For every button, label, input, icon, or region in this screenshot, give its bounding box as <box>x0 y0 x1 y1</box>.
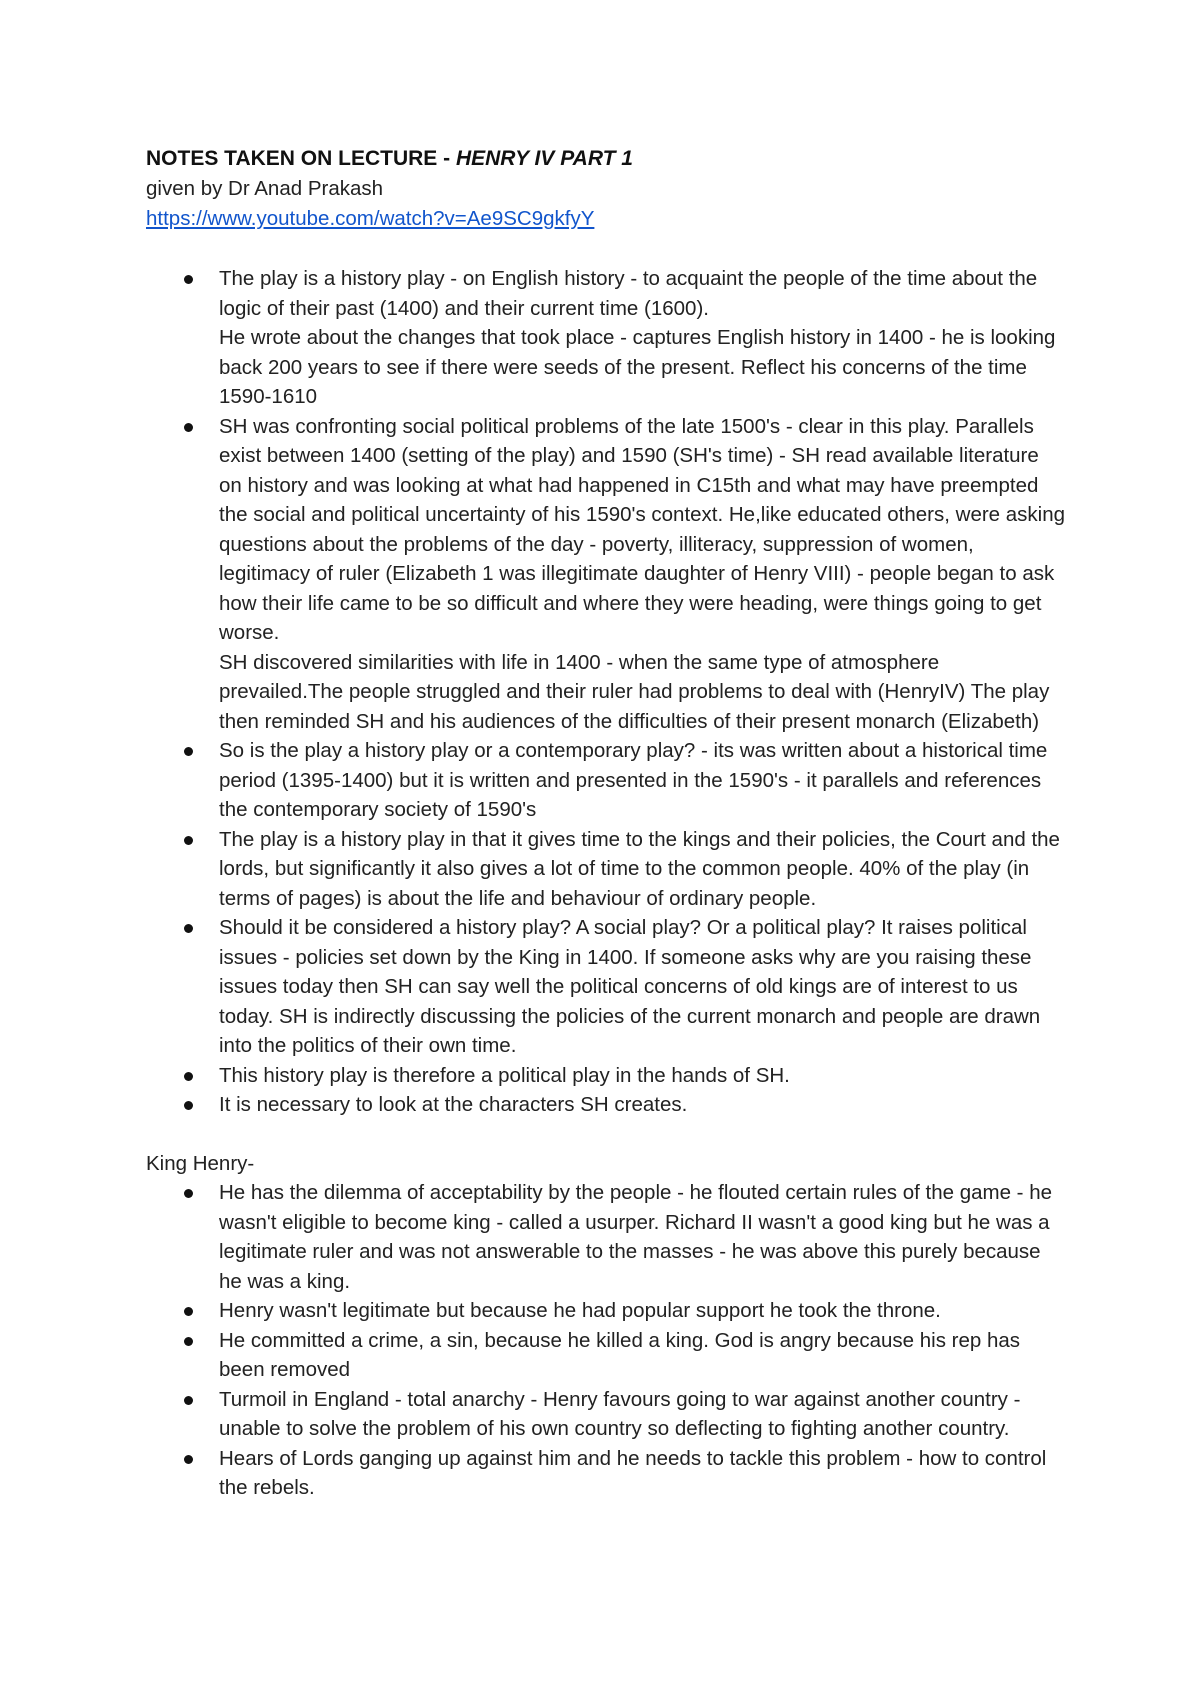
note-text: So is the play a history play or a contemporary play? - its was written about a historical time period (1395-1400) but it is written and presented in the 1590's - it parallels and references the contemporary society of 1590's <box>219 739 1048 821</box>
bullet-icon <box>184 423 193 432</box>
note-text: He has the dilemma of acceptability by the people - he flouted certain rules of the game - he wasn't eligible to become king - called a usurper. Richard II wasn't a good king but he was a legitimate ruler and was not answerable to the masses - he was above this purely because he was a king. <box>219 1181 1053 1293</box>
king-henry-list <box>146 1178 1066 1503</box>
title-prefix: NOTES TAKEN ON LECTURE - <box>146 147 456 170</box>
note-text: It is necessary to look at the characters SH creates. <box>219 1093 688 1116</box>
list-item <box>146 412 1066 737</box>
youtube-link[interactable]: https://www.youtube.com/watch?v=Ae9SC9gkfyY <box>146 207 595 230</box>
note-text: Turmoil in England - total anarchy - Henry favours going to war against another country - unable to solve the problem of his own country so deflecting to fighting another country. <box>219 1387 1021 1440</box>
bullet-icon <box>184 747 193 756</box>
bullet-icon <box>184 275 193 284</box>
note-text: This history play is therefore a political play in the hands of SH. <box>219 1063 790 1087</box>
note-text: SH discovered similarities with life in 1400 - when the same type of atmosphere prevailed.The people struggled and their ruler had problems to deal with (HenryIV) The play then reminded SH and his audiences of the difficulties of their present monarch (Elizabeth) <box>219 650 1050 733</box>
list-item <box>146 1061 1066 1091</box>
bullet-icon <box>184 1307 193 1316</box>
list-item <box>146 264 1066 412</box>
note-text: SH was confronting social political problems of the late 1500's - clear in this play. Parallels exist between 1400 (setting of the play) and 1590 (SH's time) - SH read available literature on history and was looking at what had happened in C15th and what may have preempted the social and political uncertainty of his 1590's context. He,like educated others, were asking questions about the problems of the day - poverty, illiteracy, suppression of women, legitimacy of ruler (Elizabeth 1 was illegitimate daughter of Henry VIII) - people began to ask how their life came to be so difficult and where they were heading, were things going to get worse. <box>219 414 1066 644</box>
note-text: Henry wasn't legitimate but because he had popular support he took the throne. <box>219 1299 941 1322</box>
lecture-notes-list <box>146 264 1066 1120</box>
note-text: The play is a history play in that it gives time to the kings and their policies, the Court and the lords, but significantly it also gives a lot of time to the common people. 40% of the play (in terms of pages) is about the life and behaviour of ordinary people. <box>219 827 1060 910</box>
bullet-icon <box>184 1337 193 1346</box>
note-text: Should it be considered a history play? A social play? Or a political play? It raises political issues - policies set down by the King in 1400. If someone asks why are you raising these issues today then SH can say well the political concerns of old kings are of interest to us today. SH is indirectly discussing the policies of the current monarch and people are drawn into the politics of their own time. <box>219 916 1041 1057</box>
document-page <box>146 144 1066 1503</box>
title-play-name: HENRY IV PART 1 <box>455 147 633 170</box>
bullet-icon <box>184 1396 193 1405</box>
list-item <box>146 913 1066 1061</box>
bullet-icon <box>184 1101 193 1110</box>
bullet-icon <box>184 836 193 845</box>
document-title <box>146 144 1066 174</box>
note-text: Hears of Lords ganging up against him and he needs to tackle this problem - how to control the rebels. <box>219 1446 1047 1499</box>
bullet-icon <box>184 1455 193 1464</box>
bullet-icon <box>184 1189 193 1198</box>
list-item <box>146 1444 1066 1503</box>
list-item <box>146 1326 1066 1385</box>
note-text: He wrote about the changes that took place - captures English history in 1400 - he is looking back 200 years to see if there were seeds of the present. Reflect his concerns of the time 1590-1610 <box>219 326 1056 408</box>
note-text: He committed a crime, a sin, because he killed a king. God is angry because his rep has been removed <box>219 1328 1021 1381</box>
bullet-icon <box>184 1072 193 1081</box>
king-henry-heading: King Henry- <box>146 1151 255 1175</box>
lecturer-line: given by Dr Anad Prakash <box>146 177 384 200</box>
list-item <box>146 736 1066 825</box>
note-text: The play is a history play - on English history - to acquaint the people of the time about the logic of their past (1400) and their current time (1600). <box>219 267 1038 320</box>
list-item <box>146 1090 1066 1120</box>
list-item <box>146 1178 1066 1296</box>
bullet-icon <box>184 924 193 933</box>
list-item <box>146 1296 1066 1326</box>
list-item <box>146 1385 1066 1444</box>
list-item <box>146 825 1066 914</box>
